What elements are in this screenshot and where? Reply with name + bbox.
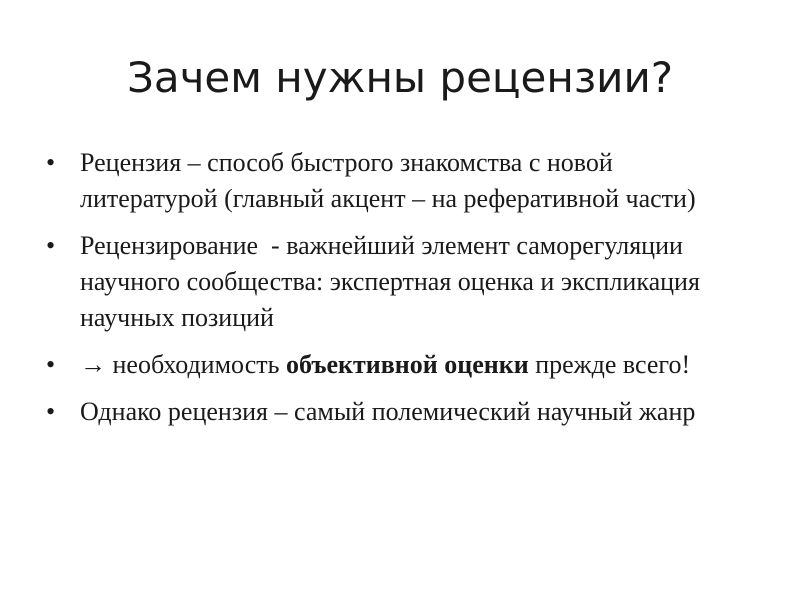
bullet-text-3-after: прежде всего! — [528, 350, 691, 379]
bullet-text-2: Рецензирование - важнейший элемент саморегуляции научного сообщества: экспертная оценка и экспликация научных позиций — [80, 231, 707, 332]
bullet-dot-icon: • — [46, 397, 56, 426]
bullet-text-1: Рецензия – способ быстрого знакомства с новой литературой (главный акцент – на реферативной части) — [80, 148, 696, 213]
bullet-text-3-emphasis: объективной оценки — [285, 350, 529, 379]
bullet-list — [46, 145, 746, 441]
bullet-item-1 — [46, 145, 746, 217]
bullet-text-3-before: → необходимость — [80, 350, 286, 379]
bullet-dot-icon: • — [46, 231, 56, 260]
slide-title: Зачем нужны рецензии? — [126, 53, 674, 102]
bullet-item-4 — [46, 394, 746, 430]
bullet-dot-icon: • — [46, 350, 56, 379]
bullet-item-3 — [46, 347, 746, 383]
bullet-text-4: Однако рецензия – самый полемический научный жанр — [80, 397, 696, 426]
bullet-dot-icon: • — [46, 148, 56, 177]
bullet-item-2 — [46, 228, 746, 336]
